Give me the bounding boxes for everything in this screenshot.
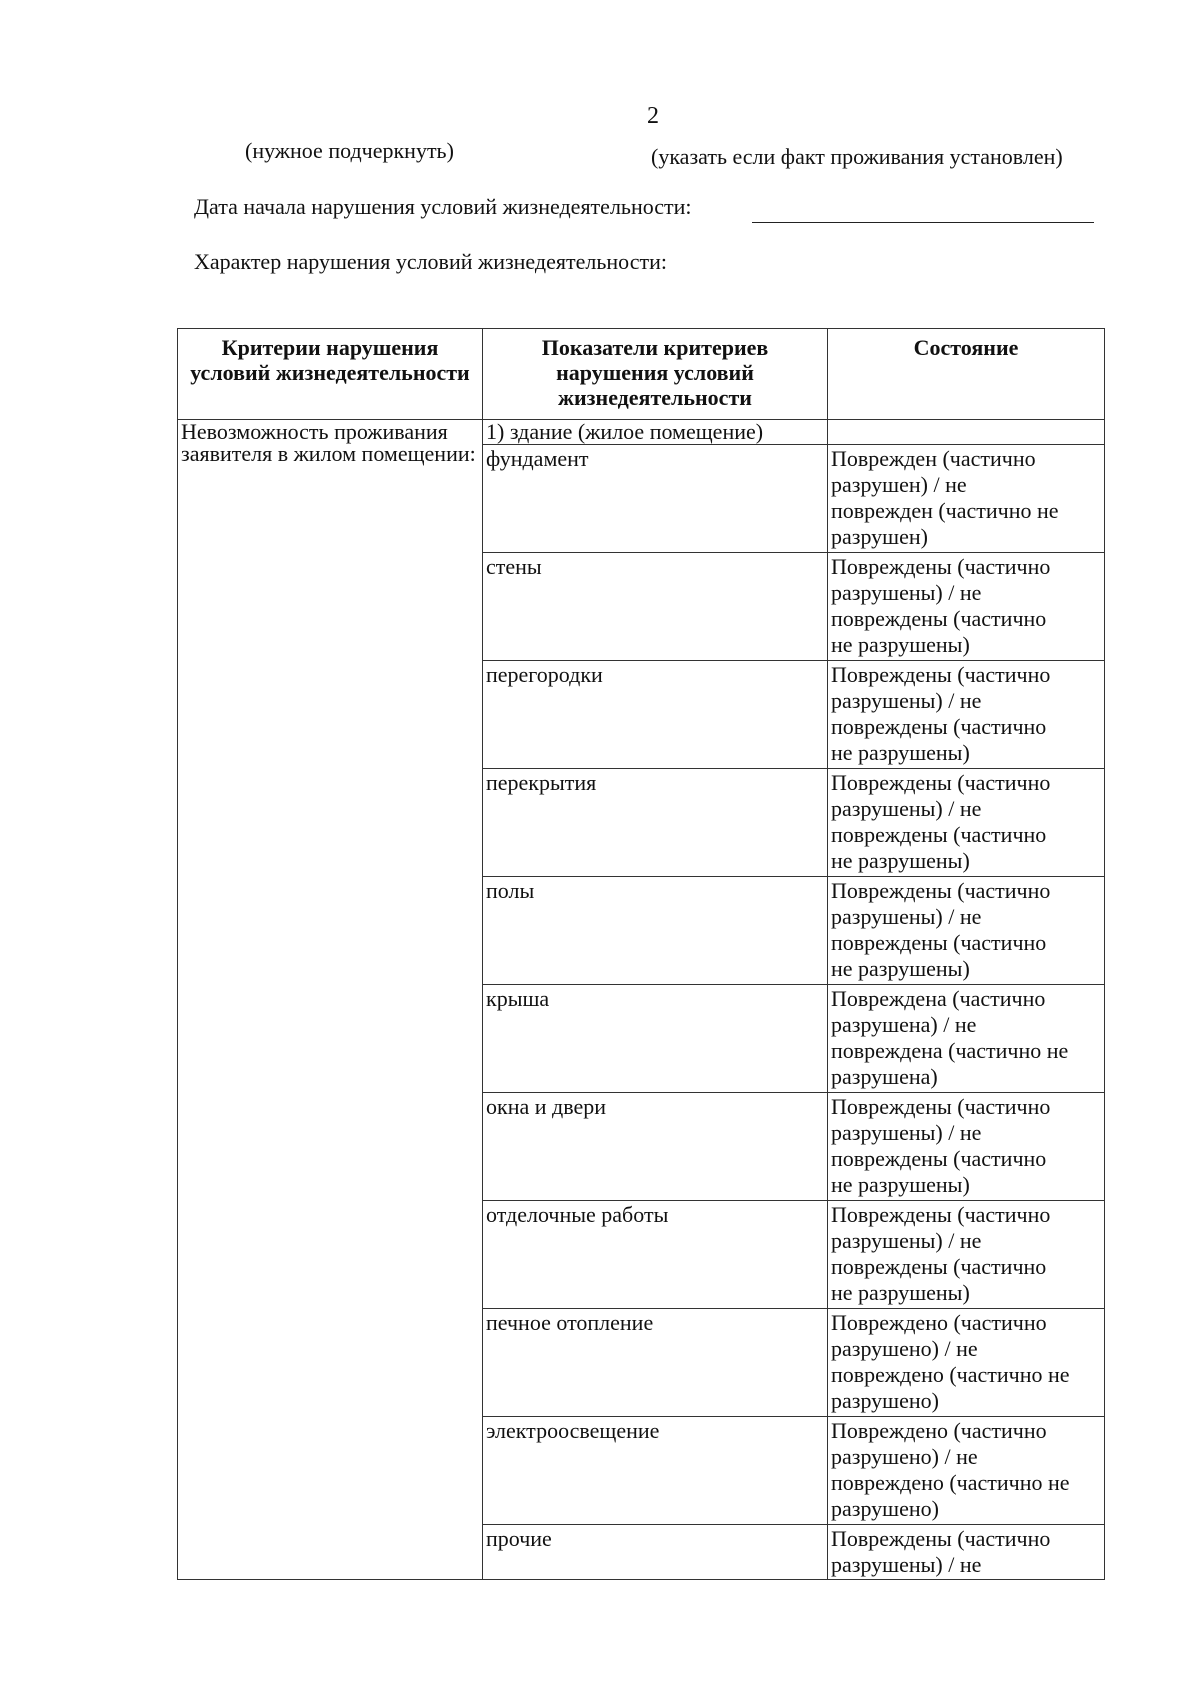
underline-hint: (нужное подчеркнуть) xyxy=(245,138,454,163)
indicator-cell: крыша xyxy=(483,985,828,1093)
state-cell: Повреждены (частично разрушены) / не xyxy=(828,1525,1105,1580)
state-cell: Повреждены (частично разрушены) / не повреждены (частично не разрушены) xyxy=(828,877,1105,985)
indicator-cell: полы xyxy=(483,877,828,985)
criteria-table xyxy=(177,328,1105,1580)
start-date-label: Дата начала нарушения условий жизнедеятельности: xyxy=(194,194,692,219)
indicator-cell: окна и двери xyxy=(483,1093,828,1201)
state-cell: Повреждены (частично разрушены) / не повреждены (частично не разрушены) xyxy=(828,661,1105,769)
indicator-cell: стены xyxy=(483,553,828,661)
criterion-cell: Невозможность проживания заявителя в жилом помещении: xyxy=(178,420,483,1580)
indicator-cell: электроосвещение xyxy=(483,1417,828,1525)
indicator-cell: перегородки xyxy=(483,661,828,769)
state-cell: Поврежден (частично разрушен) / не поврежден (частично не разрушен) xyxy=(828,445,1105,553)
page-number: 2 xyxy=(647,103,659,129)
residence-hint: (указать если факт проживания установлен) xyxy=(651,144,1063,169)
start-date-fill-line[interactable] xyxy=(752,222,1094,223)
subheading-cell: 1) здание (жилое помещение) xyxy=(483,420,828,445)
header-criteria: Критерии нарушения условий жизнедеятельности xyxy=(178,329,483,420)
indicator-cell: прочие xyxy=(483,1525,828,1580)
table-row xyxy=(178,420,1105,445)
table-header-row xyxy=(178,329,1105,420)
state-cell-empty xyxy=(828,420,1105,445)
state-cell: Повреждены (частично разрушены) / не повреждены (частично не разрушены) xyxy=(828,1201,1105,1309)
state-cell: Повреждены (частично разрушены) / не повреждены (частично не разрушены) xyxy=(828,769,1105,877)
header-state: Состояние xyxy=(828,329,1105,420)
indicator-cell: отделочные работы xyxy=(483,1201,828,1309)
state-cell: Повреждены (частично разрушены) / не повреждены (частично не разрушены) xyxy=(828,553,1105,661)
indicator-cell: печное отопление xyxy=(483,1309,828,1417)
indicator-cell: перекрытия xyxy=(483,769,828,877)
state-cell: Повреждена (частично разрушена) / не повреждена (частично не разрушена) xyxy=(828,985,1105,1093)
indicator-cell: фундамент xyxy=(483,445,828,553)
header-indicators: Показатели критериев нарушения условий жизнедеятельности xyxy=(483,329,828,420)
state-cell: Повреждено (частично разрушено) / не повреждено (частично не разрушено) xyxy=(828,1309,1105,1417)
state-cell: Повреждены (частично разрушены) / не повреждены (частично не разрушены) xyxy=(828,1093,1105,1201)
disruption-character-label: Характер нарушения условий жизнедеятельности: xyxy=(194,249,667,274)
state-cell: Повреждено (частично разрушено) / не повреждено (частично не разрушено) xyxy=(828,1417,1105,1525)
